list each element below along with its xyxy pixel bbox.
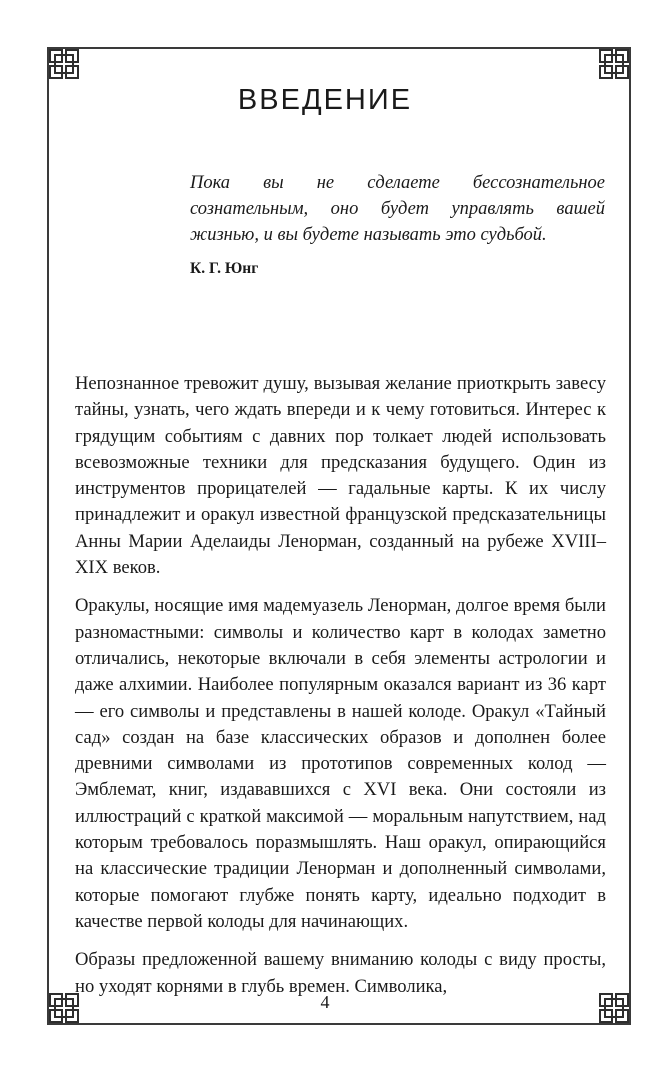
epigraph	[190, 170, 605, 278]
corner-ornament-icon	[597, 47, 631, 81]
epigraph-text: Пока вы не сделаете бессознательное сознательным, оно будет управлять вашей жизнью, и вы будете называть это судьбой.	[190, 173, 605, 245]
corner-ornament-icon	[47, 47, 81, 81]
epigraph-author: К. Г. Юнг	[190, 260, 259, 277]
body-text	[75, 371, 606, 999]
page-number: 4	[320, 992, 330, 1012]
paragraph: Оракулы, носящие имя мадемуазель Ленорман, долгое время были разномастными: символы и количество карт в колодах заметно отличались, некоторые включали в себя элементы астрологии и даже алхимии. Наиболее популярным оказался вариант из 36 карт — его символы и представлены в нашей колоде. Оракул «Тайный сад» создан на базе классических образов и дополнен более древними символами из прототипов современных колод — Эмблемат, книг, издававшихся с XVI века. Они состояли из иллюстраций с краткой максимой — моральным напутствием, над которым требовалось поразмышлять. Наш оракул, опирающийся на классические традиции Ленорман и дополненный символами, которые помогают глубже понять карту, идеально подходит в качестве первой колоды для начинающих.	[75, 595, 606, 932]
page-title: ВВЕДЕНИЕ	[237, 84, 413, 116]
paragraph: Непознанное тревожит душу, вызывая желание приоткрыть завесу тайны, узнать, чего ждать впереди и к чему готовиться. Интерес к грядущим событиям с давних пор толкает людей использовать всевозможные техники для предсказания будущего. Один из инструментов прорицателей — гадальные карты. К их числу принадлежит и оракул известной французской предсказательницы Анны Марии Аделаиды Ленорман, созданный на рубеже XVIII–XIX веков.	[75, 373, 606, 579]
paragraph: Образы предложенной вашему вниманию колоды с виду просты, но уходят корнями в глубь времен. Символика,	[75, 949, 606, 997]
